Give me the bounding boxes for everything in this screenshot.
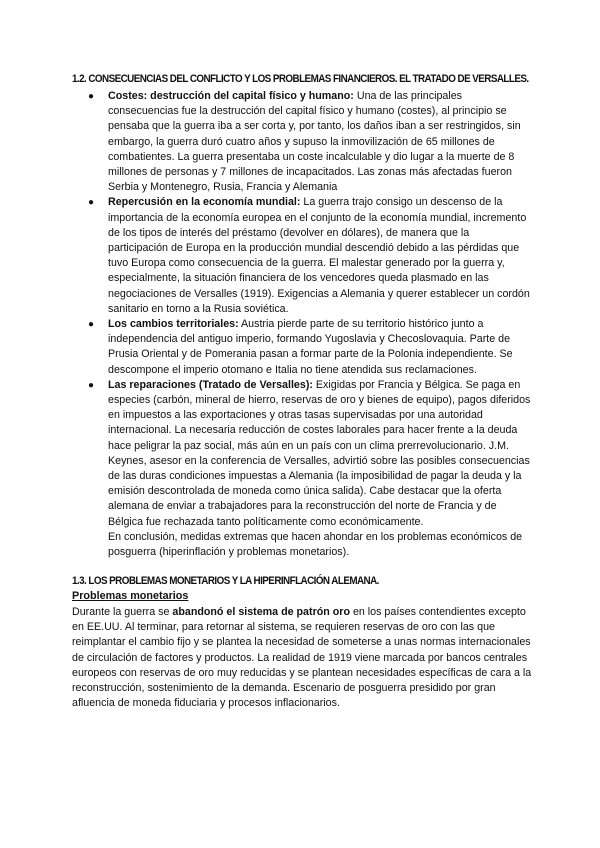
list-item-title: Repercusión en la economía mundial: (108, 196, 301, 209)
list-item-body: La guerra trajo consigo un descenso de la importancia de la economía europea en el conjunto de la economía mundial, incremento de los tipos de interés del préstamo (devolver en dólares), de manera que la participación de Europa en la producción mundial descendió debido a las pérdidas que tuvo Europa como consecuencia de la guerra. El malestar generado por la guerra y, especialmente, la situación financiera de los vencedores queda plasmado en las negociaciones de Versalles (1919). Exigencias a Alemania y querer establecer un cordón sanitario en torno a la Rusia soviética. (108, 196, 530, 315)
list-item-body: Exigidas por Francia y Bélgica. Se paga en especies (carbón, mineral de hierro, reservas de oro y bienes de equipo), pagos diferidos en impuestos a las exportaciones y otras tasas supervisadas por una autoridad internacional. La necesaria reducción de costes laborales para hacer frente a la deuda hace peligrar la paz social, más aún en un país con un clima prerrevolucionario. J.M. Keynes, asesor en la conferencia de Versalles, advirtió sobre las posibles consecuencias de las duras condiciones impuestas a Alemania (la imposibilidad de pagar la deuda y la emisión descontrolada de moneda como única salida). Cabe destacar que la oferta alemana de enviar a trabajadores para la reconstrucción del norte de Francia y de Bélgica fue rechazada tanto políticamente como económicamente. (108, 378, 531, 528)
list-item (82, 195, 532, 317)
list-item-text (108, 378, 532, 530)
list-item-title: Las reparaciones (Tratado de Versalles): (108, 378, 313, 391)
list-item (82, 378, 532, 530)
bullet-list (82, 89, 532, 560)
list-item-text (108, 317, 532, 378)
list-item-text (108, 89, 532, 195)
list-item-body: Austria pierde parte de su territorio histórico junto a independencia del antiguo imperio, formando Yugoslavia y Checoslovaquia. Parte de Prusia Oriental y de Pomerania pasan a formar parte de la Polonia independiente. Se descompone el imperio otomano e Italia no tiene atendida sus reclamaciones. (108, 318, 513, 376)
paragraph-text-end: en los países contendientes excepto en EE.UU. Al terminar, para retornar al sistema, se requieren reservas de oro con las que reimplantar el cambio fijo y se plantea la necesidad de someterse a unas normas internacionales de circulación de factores y productos. La realidad de 1919 viene marcada por bancos centrales europeos con reservas de oro muy reducidas y se plantean necesidades específicas de cara a la reconstrucción, sostenimiento de la demanda. Escenario de posguerra presidido por gran afluencia de moneda fiduciaria y procesos inflacionarios. (72, 606, 532, 710)
list-item-text (108, 195, 532, 317)
body-paragraph (72, 605, 532, 711)
section-heading-1-2: 1.2. CONSECUENCIAS DEL CONFLICTO Y LOS PROBLEMAS FINANCIEROS. EL TRATADO DE VERSALLES. (72, 73, 529, 85)
section-heading-1-3: 1.3. LOS PROBLEMAS MONETARIOS Y LA HIPERINFLACIÓN ALEMANA. (72, 575, 379, 587)
bullet-icon: ● (88, 319, 95, 331)
paragraph-bold-text: abandonó el sistema de patrón oro (172, 606, 350, 618)
conclusion-paragraph: En conclusión, medidas extremas que hacen ahondar en los problemas económicos de posguerra (hiperinflación y problemas monetarios). (108, 530, 523, 559)
bullet-icon: ● (88, 197, 95, 209)
list-item (82, 317, 532, 378)
subheading: Problemas monetarios (72, 590, 189, 602)
list-item-title: Costes: destrucción del capital físico y humano: (108, 90, 354, 102)
paragraph-text-start: Durante la guerra se (72, 606, 173, 618)
list-item (82, 89, 532, 195)
bullet-icon: ● (88, 379, 95, 391)
list-item-title: Los cambios territoriales: (108, 318, 239, 331)
list-item-body: Una de las principales consecuencias fue la destrucción del capital físico y humano (costes), al principio se pensaba que la guerra iba a ser corta y, por tanto, los daños iban a ser restringidos, sin embargo, la guerra duró cuatro años y supuso la inmovilización de 65 millones de combatientes. La guerra presentaba un coste incalculable y dio lugar a la muerte de 8 millones de personas y 7 millones de incapacitados. Las zonas más afectadas fueron Serbia y Montenegro, Rusia, Francia y Alemania (108, 90, 521, 194)
bullet-icon: ● (88, 91, 95, 102)
